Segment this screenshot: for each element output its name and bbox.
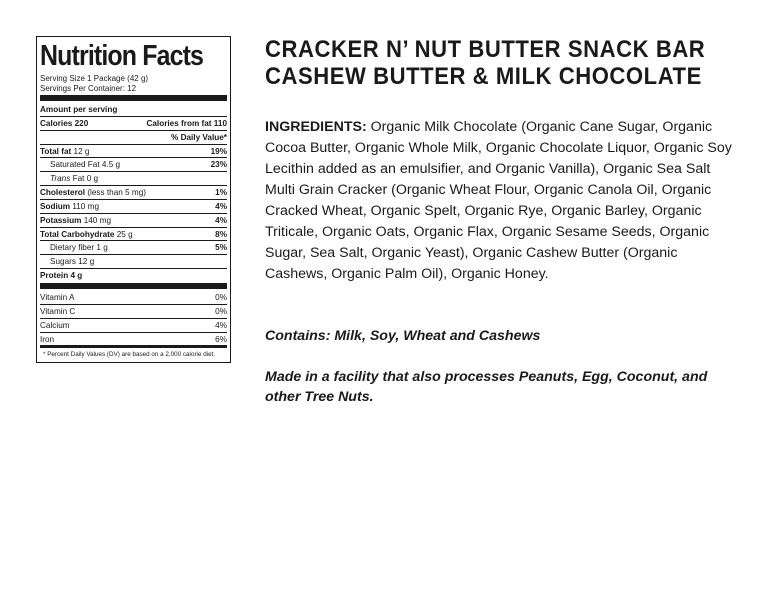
serving-size: Serving Size 1 Package (42 g) [40, 74, 149, 83]
amount-per-serving: Amount per serving [40, 103, 227, 117]
vitamin-c-row: Vitamin C 0% [40, 305, 227, 319]
divider-thick [40, 283, 227, 289]
sodium-row: Sodium 110 mg 4% [40, 200, 227, 214]
calories: Calories 220 [40, 118, 89, 128]
calcium-row: Calcium 4% [40, 319, 227, 333]
nutrition-facts-panel [36, 36, 231, 363]
dv-header-row [40, 131, 227, 145]
trans-fat-row: Trans Fat 0 g [40, 172, 227, 186]
ingredients-text: Organic Milk Chocolate (Organic Cane Sugar, Organic Cocoa Butter, Organic Whole Milk, Organic Chocolate Liquor, Organic Soy Lecithin added as an emulsifier, and Organic Vanilla), Organic Sea Salt Multi Grain Cracker (Organic Wheat Flour, Organic Canola Oil, Organic Cracked Wheat, Organic Spelt, Organic Rye, Organic Barley, Organic Triticale, Organic Oats, Organic Flax, Organic Sesame Seeds, Organic Sugar, Sea Salt, Organic Yeast), Organic Cashew Butter (Organic Cashews, Organic Palm Oil), Organic Honey. [265, 119, 732, 282]
dv-footnote: * Percent Daily Values (DV) are based on a 2,000 calorie diet. [43, 351, 216, 359]
calories-row [40, 117, 227, 131]
potassium-row: Potassium 140 mg 4% [40, 214, 227, 228]
product-title-line2: CASHEW BUTTER & MILK CHOCOLATE [265, 63, 702, 90]
calories-from-fat: Calories from fat 110 [146, 118, 227, 128]
cholesterol-row: Cholesterol (less than 5 mg) 1% [40, 186, 227, 200]
sugars-row: Sugars 12 g [40, 255, 227, 269]
nutrition-facts-title: Nutrition Facts [40, 40, 204, 72]
servings-per-container: Servings Per Container: 12 [40, 84, 137, 93]
protein-row: Protein 4 g [40, 271, 83, 281]
saturated-fat-row: Saturated Fat 4.5 g 23% [40, 158, 227, 172]
vitamin-a-row: Vitamin A 0% [40, 291, 227, 305]
ingredients-paragraph [265, 117, 735, 285]
total-fat-row: Total fat 12 g 19% [40, 145, 227, 159]
product-title [265, 36, 707, 90]
dietary-fiber-row: Dietary fiber 1 g 5% [40, 241, 227, 255]
dv-header: % Daily Value* [171, 132, 227, 142]
product-title-line1: CRACKER N’ NUT BUTTER SNACK BAR [265, 36, 706, 63]
total-carbohydrate-row: Total Carbohydrate 25 g 8% [40, 228, 227, 242]
allergen-contains: Contains: Milk, Soy, Wheat and Cashews [265, 328, 541, 344]
facility-warning: Made in a facility that also processes Peanuts, Egg, Coconut, and other Tree Nuts. [265, 369, 708, 405]
divider-thick [40, 95, 227, 101]
ingredients-label: INGREDIENTS: [265, 119, 367, 135]
iron-row: Iron 6% [40, 334, 227, 344]
